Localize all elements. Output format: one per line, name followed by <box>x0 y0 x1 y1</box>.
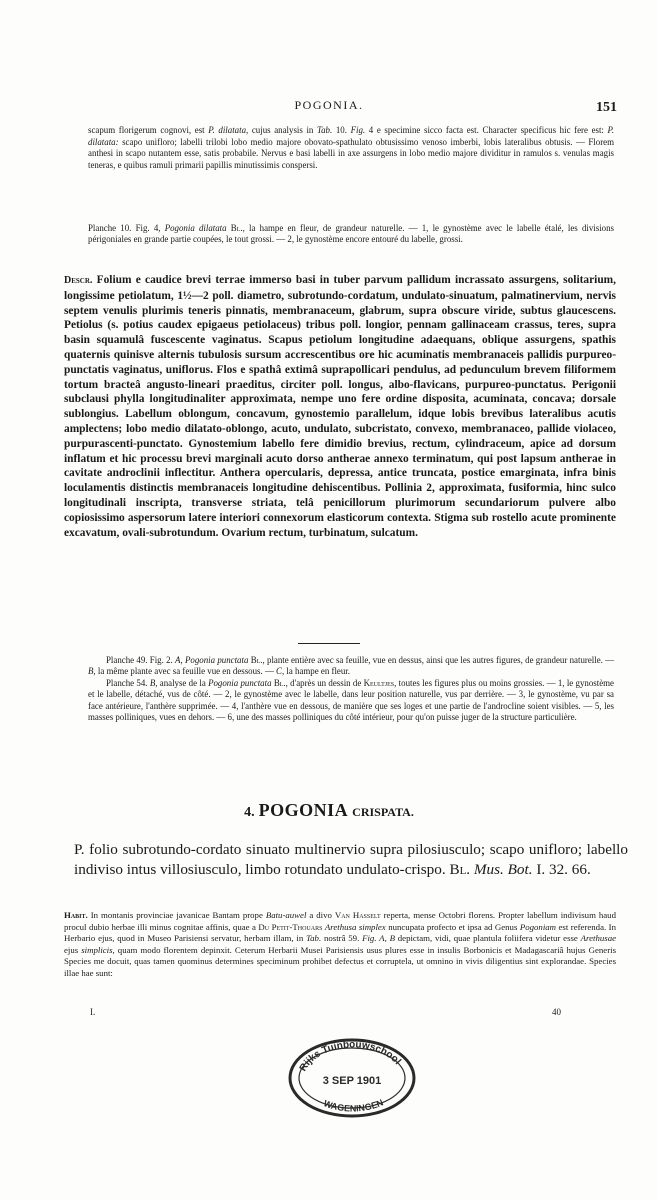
library-stamp <box>285 1032 419 1120</box>
description-paragraph: Descr. Folium e caudice brevi terrae immerso basi in tuber parvum pallidum incrassato assurgens, solitarium, longissime petiolatum, 1½—2 poll. diametro, subrotundo-cordatum, undulato-sinuatum, palmatinervium, nervis septem venulis plurimis teneris pinnatis, membranaceum, glabrum, supra obscure viride, subtus glaucescens. Petiolus (s. potius caudex epigaeus petiolaceus) tribus poll. longior, pennam gallinaceam crassus, teres, supra basin squamulâ fuscescente vaginatus. Scapus petiolum longitudine adaequans, oblique assurgens, spathis quaternis quinisve alternis tubulosis sursum accrescentibus ore hic acuminatis membranaceis pallidis purpureo-punctatis vaginatus, uniflorus. Flos e spathâ extimâ suprapollicari pendulus, ad pedunculum brevem filiformem tortum bracteâ angusto-lineari praeditus, circiter poll. longus, albo-flavicans, purpureo-punctatus. Perigonii subclausi phylla longitudinaliter approximata, nempe uno fere ordine disposita, acuminata, concava; dorsale sublongius. Labellum oblongum, concavum, gynostemio parallelum, idque lobis brevibus lateralibus acutis amplectens; lobo medio dilatato-oblongo, acuto, undulato, subcristato, convexo, membranaceo, pallide violaceo, purpurascenti-punctato. Gynostemium labello fere dimidio brevius, rectum, cylindraceum, apice ad dorsum inflatum et hic processu brevi marginali acuto dorso antherae annexo terminatum, qui post lapsum antherae in cavitate androclinii inflectitur. Anthera opercularis, depressa, antice truncata, postice emarginata, infra binis loculamentis distinctis membranaceis longitudine dehiscentibus. Pollinia 2, approximata, fusiformia, hinc sulco longitudinali inscripta, transverse striata, telâ penicillorum plurimorum secundariorum pulvere albo copiosissimo aspersorum latere interiori connexorum elasticorum contexta. Stigma sub rostello acute prominente excavatum, ovali-subrotundum. Ovarium rectum, turbinatum, sulcatum. <box>64 274 616 539</box>
species-genus: POGONIA <box>258 800 349 820</box>
plate-49-caption: Planche 49. Fig. 2. A, Pogonia punctata Bl., plante entière avec sa feuille, vue en dessus, ainsi que les autres figures, de grandeur naturelle. — B, la même plante avec sa feuille vue en dessous. — C, la hampe en fleur. <box>88 655 615 677</box>
signature-mark-left: I. <box>90 1007 96 1017</box>
page-number: 151 <box>596 100 617 115</box>
plate-10-caption: Planche 10. Fig. 4, Pogonia dilatata Bl., la hampe en fleur, de grandeur naturelle. — 1, le gynostème avec le labelle étalé, les divisions périgoniales en grande partie coupées, le tout grossi. — 2, le gynostème encore entouré du labelle, grossi. <box>88 223 615 245</box>
section-divider <box>298 643 360 644</box>
plate-54-caption: Planche 54. B, analyse de la Pogonia punctata Bl., d'après un dessin de Keultjes, toutes les figures plus ou moins grossies. — 1, le gynostème et le labelle, détaché, vus de côté. — 2, le gynostème avec le labelle, dans leur position naturelle, vus par derrière. — 3, le gynostème, vu par sa face antérieure, l'anthère supprimée. — 4, l'anthère vue en dessous, de manière que ses loges et une partie de l'androcline soient visibles. — 5, les masses polliniques, vues en dehors. — 6, une des masses polliniques du côté intérieur, pour qu'on puisse juger de la structure particulière. <box>88 677 614 723</box>
habitat-paragraph: Habit. In montanis provinciae javanicae Bantam prope Batu-auwel a divo Van Hasselt reperta, mense Octobri florens. Propter labellum indivisum haud procul dubio herbae illi minus cognitae affinis, quae a Du Petit-Thouars Arethusa simplex nuncupata profecto et ipsa ad Genus Pogoniam est referenda. In Herbario ejus, quod in Museo Parisiensi servatur, herbam illam, in Tab. nostrâ 59. Fig. A, B depictam, vidi, quae plantula foliifera videtur esse Arethusae ejus simplicis, quam modo florentem depinxit. Ceterum Herbarii Musei Parisiensis usus plures esse in insulis Borbonicis et Madagascariâ hujus Generis Species me docuit, quas tamen quominus determines speciminum prohibet defectus et corruptela, ut omnino in vivis diligentius sint explorandae. Species illae hae sunt: <box>64 910 616 978</box>
stamp-bottom-text: WAGENINGEN <box>322 1097 385 1114</box>
signature-mark-right: 40 <box>552 1007 561 1017</box>
running-title: POGONIA. <box>294 98 364 112</box>
species-epithet: CRISPATA. <box>352 805 414 819</box>
species-number: 4. <box>244 805 255 820</box>
plate-captions <box>88 655 614 723</box>
species-heading <box>0 800 658 821</box>
paragraph-dilatata-note: scapum florigerum cognovi, est P. dilatata, cujus analysis in Tab. 10. Fig. 4 e specimine sicco facta est. Character specificus hic fere est: P. dilatata: scapo unifloro; labelli trilobi lobo medio majore obovato-spathulato obtusissimo venoso imberbi, lobis lateralibus obtusis. — Florem anthesi in scapo nutantem esse, satis probabile. Nervus e basi labelli in axe assurgens in lobo medio majore dividitur in ramulos s. venulas magis teneras, e quibus ramuli primarii papillis minutissimis conspersi. <box>88 125 615 170</box>
page-header <box>0 98 658 118</box>
stamp-top-text: Rijks Tuinbouwschool <box>297 1039 403 1074</box>
stamp-date: 3 SEP 1901 <box>322 1075 382 1087</box>
species-diagnosis: P. folio subrotundo-cordato sinuato multinervio supra pilosiusculo; scapo unifloro; labello indiviso intus villosiusculo, limbo rotundato undulato-crispo. Bl. Mus. Bot. I. 32. 66. <box>74 841 628 878</box>
